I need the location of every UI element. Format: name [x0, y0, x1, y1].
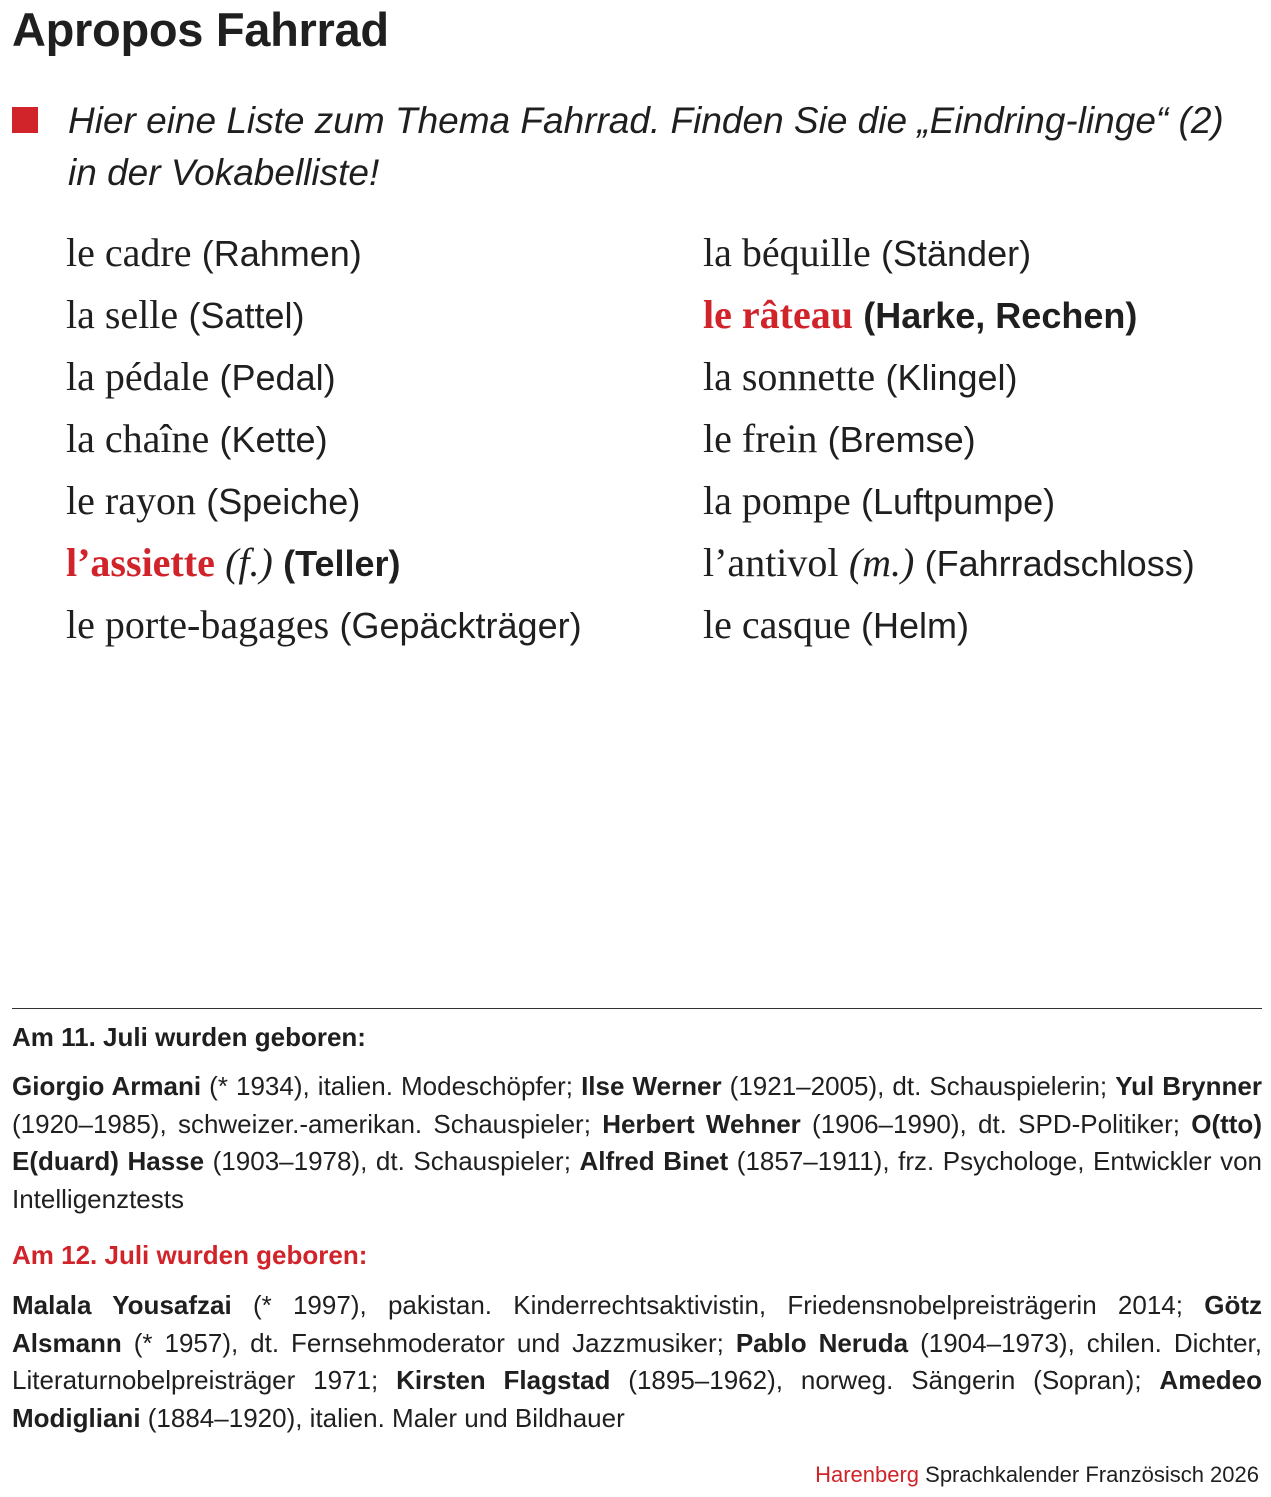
vocab-row: [66, 408, 582, 470]
person-info: (* 1997), pakistan. Kinderrechtsaktivistin, Friedensnobelpreisträgerin 2014;: [231, 1290, 1205, 1320]
person-name: O(tto) E(duard) Hasse: [12, 1108, 1262, 1176]
vocab-row: [703, 346, 1195, 408]
person-info: (1903–1978), dt. Schauspieler;: [204, 1146, 580, 1176]
person-info: (1895–1962), norweg. Sängerin (Sopran);: [610, 1365, 1160, 1395]
french-word: la sonnette: [703, 354, 876, 399]
born-heading-july-12: Am 12. Juli wurden geboren:: [12, 1240, 368, 1270]
french-word: le rayon: [66, 478, 196, 523]
born-paragraph-july-12: [12, 1287, 1262, 1437]
vocab-row: [703, 470, 1195, 532]
person-name: Kirsten Flagstad: [396, 1365, 611, 1395]
born-paragraph-july-11: [12, 1068, 1262, 1218]
person-info: (1857–1911), frz. Psychologe, Entwickler von Intelligenztests: [12, 1146, 1262, 1214]
french-word: l’antivol: [703, 540, 839, 585]
person-info: (1884–1920), italien. Maler und Bildhauer: [140, 1402, 625, 1433]
person-info: (1906–1990), dt. SPD-Politiker;: [800, 1108, 1192, 1139]
person-name: Alfred Binet: [579, 1146, 729, 1176]
vocab-row: [703, 594, 1195, 656]
german-translation: (Fahrradschloss): [924, 543, 1195, 584]
person-info: (* 1934), italien. Modeschöpfer;: [201, 1071, 582, 1101]
vocab-row-intruder: [66, 532, 582, 594]
german-translation: (Rahmen): [201, 233, 362, 274]
red-square-icon: [12, 107, 38, 133]
person-info: (1904–1973), chilen. Dichter, Literaturnobelpreisträger 1971;: [12, 1327, 1262, 1395]
footer-text: Sprachkalender Französisch 2026: [919, 1462, 1259, 1487]
french-word: la pédale: [66, 354, 210, 399]
french-word: la pompe: [703, 478, 851, 523]
vocab-row: [703, 532, 1195, 594]
person-name: Malala Yousafzai: [12, 1290, 232, 1320]
person-name: Giorgio Armani: [12, 1071, 202, 1101]
person-name: Ilse Werner: [581, 1071, 722, 1101]
german-translation: (Ständer): [881, 233, 1032, 274]
person-info: (1921–2005), dt. Schauspielerin;: [721, 1071, 1116, 1101]
german-translation: (Gepäckträger): [339, 605, 582, 646]
french-word: le casque: [703, 602, 851, 647]
german-translation: (Klingel): [885, 357, 1018, 398]
vocab-row: [66, 470, 582, 532]
person-name: Pablo Neruda: [735, 1327, 909, 1358]
person-info: (1920–1985), schweizer.-amerikan. Schauspieler;: [12, 1108, 603, 1139]
french-word: la béquille: [703, 230, 871, 275]
vocab-row: [66, 594, 582, 656]
vocab-row: [66, 346, 582, 408]
german-translation: (Teller): [283, 543, 401, 584]
german-translation: (Bremse): [827, 419, 976, 460]
born-heading-july-11: Am 11. Juli wurden geboren:: [12, 1022, 366, 1052]
vocab-row: [703, 408, 1195, 470]
task-text: Hier eine Liste zum Thema Fahrrad. Finden Sie die „Eindring-linge“ (2) in der Vokabelliste!: [68, 100, 1224, 193]
french-word: la selle: [66, 292, 179, 337]
vocab-row: [66, 284, 582, 346]
task-instruction: [12, 95, 1252, 199]
german-translation: (Harke, Rechen): [863, 295, 1138, 336]
german-translation: (Speiche): [206, 481, 361, 522]
person-name: Götz Alsmann: [12, 1290, 1262, 1358]
person-info: (* 1957), dt. Fernsehmoderator und Jazzmusiker;: [121, 1327, 736, 1358]
person-name: Amedeo Modigliani: [12, 1365, 1262, 1433]
vocab-list-right: [703, 222, 1195, 656]
vocab-list-left: [66, 222, 582, 656]
gender-marker: (m.): [848, 540, 915, 585]
gender-marker: (f.): [225, 540, 273, 585]
vocab-row: [703, 222, 1195, 284]
german-translation: (Helm): [860, 605, 969, 646]
french-word: le cadre: [66, 230, 192, 275]
french-word: le râteau: [703, 292, 853, 337]
footer-brand: Harenberg: [815, 1462, 920, 1487]
french-word: l’assiette: [66, 540, 215, 585]
french-word: la chaîne: [66, 416, 210, 461]
french-word: le frein: [703, 416, 818, 461]
french-word: le porte-bagages: [66, 602, 330, 647]
german-translation: (Sattel): [188, 295, 305, 336]
footer-credit: [815, 1462, 1259, 1488]
page-title: Apropos Fahrrad: [12, 3, 389, 56]
person-name: Herbert Wehner: [602, 1108, 801, 1139]
vocab-row-intruder: [703, 284, 1195, 346]
german-translation: (Kette): [219, 419, 328, 460]
person-name: Yul Brynner: [1115, 1071, 1262, 1101]
german-translation: (Pedal): [219, 357, 336, 398]
german-translation: (Luftpumpe): [861, 481, 1056, 522]
section-divider: [12, 1008, 1262, 1009]
vocab-row: [66, 222, 582, 284]
